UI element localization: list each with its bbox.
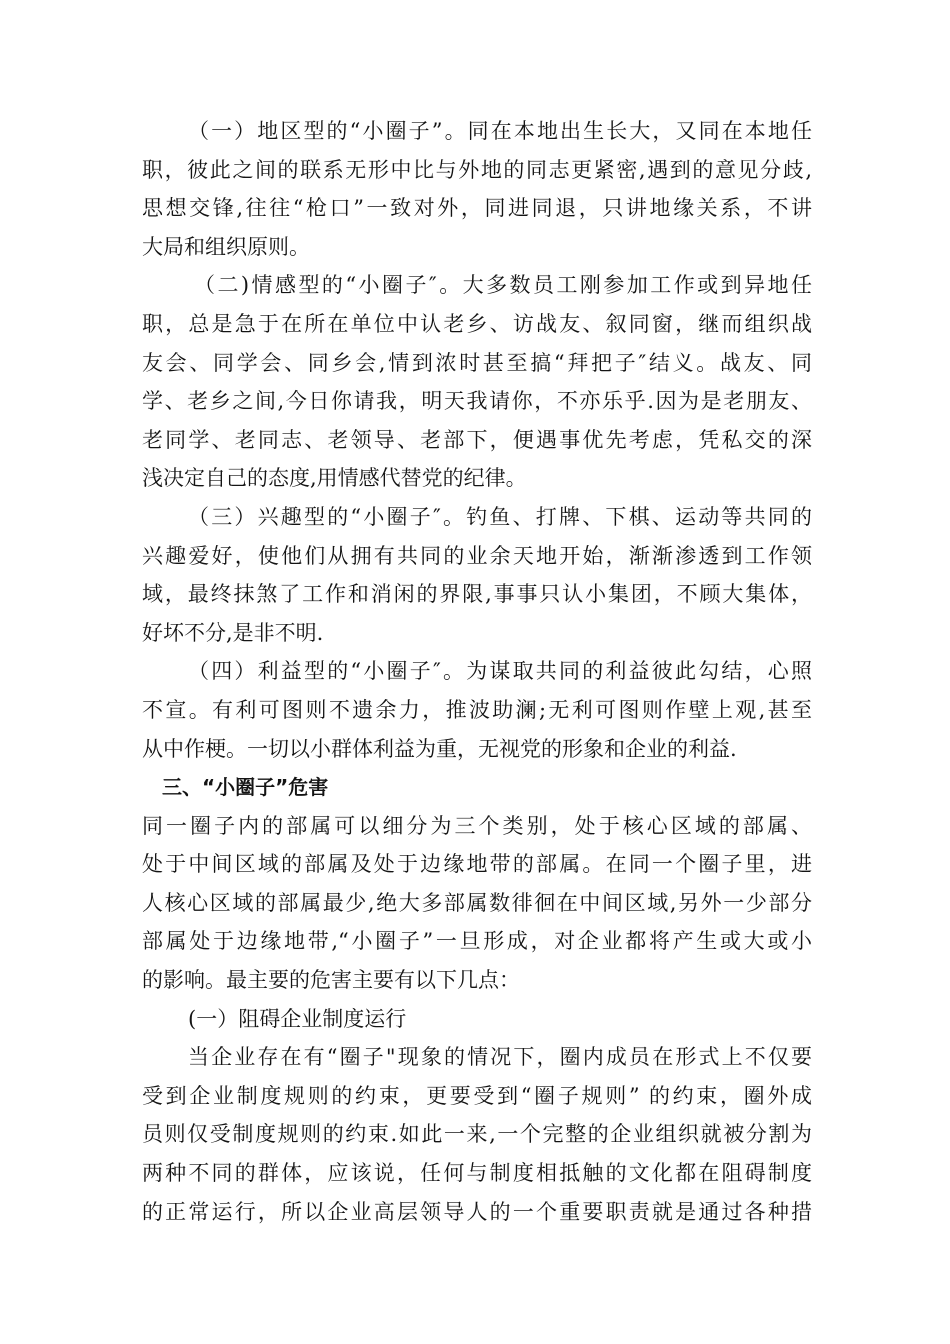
text-line: （三）兴趣型的“小圈子″。钓鱼、打牌、下棋、运动等共同的 bbox=[188, 504, 812, 529]
paragraph-benefit-circle bbox=[142, 652, 812, 768]
text-line: 当企业存在有“圈子"现象的情况下，圈内成员在形式上不仅要 bbox=[188, 1045, 812, 1070]
subsection-heading: (一）阻碍企业制度运行 bbox=[188, 1006, 407, 1031]
text-line: （一）地区型的“小圈子”。同在本地出生长大，又同在本地任 bbox=[188, 119, 812, 143]
paragraph-regional-circle bbox=[142, 112, 812, 266]
text-line: 兴趣爱好，使他们从拥有共同的业余天地开始，渐渐渗透到工作领 bbox=[142, 543, 812, 568]
text-line: 两种不同的群体，应该说，任何与制度相抵触的文化都在阻碍制度 bbox=[142, 1161, 812, 1186]
document-body bbox=[142, 112, 812, 1231]
paragraph-emotional-circle bbox=[142, 266, 812, 498]
text-line: （二)情感型的“小圈子″。大多数员工刚参加工作或到异地任 bbox=[194, 273, 812, 298]
text-line: 职，彼此之间的联系无形中比与外地的同志更紧密,遇到的意见分歧, bbox=[142, 157, 812, 182]
text-line: 思想交锋,往往“枪口”一致对外，同进同退，只讲地缘关系，不讲 bbox=[142, 196, 812, 221]
text-line: 职，总是急于在所在单位中认老乡、访战友、叙同窗，继而组织战 bbox=[142, 311, 812, 336]
text-line: 处于中间区域的部属及处于边缘地带的部属。在同一个圈子里，进 bbox=[142, 852, 812, 877]
text-line: 部属处于边缘地带,“小圈子”一旦形成，对企业都将产生或大或小 bbox=[142, 929, 812, 954]
text-line: 好坏不分,是非不明. bbox=[142, 620, 324, 645]
section-heading: 三、“小圈子”危害 bbox=[162, 775, 329, 800]
text-line: 不宣。有利可图则不遗余力，推波助澜;无利可图则作壁上观,甚至 bbox=[142, 697, 812, 722]
text-line: 人核心区域的部属最少,绝大多部属数徘徊在中间区域,另外一少部分 bbox=[142, 890, 812, 915]
text-line: 受到企业制度规则的约束，更要受到“圈子规则” 的约束，圈外成 bbox=[142, 1083, 812, 1108]
text-line: 大局和组织原则。 bbox=[142, 234, 310, 259]
text-line: 的正常运行，所以企业高层领导人的一个重要职责就是通过各种措 bbox=[142, 1199, 812, 1224]
paragraph-interest-circle bbox=[142, 498, 812, 652]
text-line: 友会、同学会、同乡会,情到浓时甚至搞“拜把子″结义。战友、同 bbox=[142, 350, 812, 375]
text-line: （四）利益型的“小圈子″。为谋取共同的利益彼此勾结，心照 bbox=[188, 659, 812, 684]
paragraph-harm-intro bbox=[142, 807, 812, 1000]
text-line: 学、老乡之间,今日你请我，明天我请你，不亦乐乎.因为是老朋友、 bbox=[142, 389, 812, 414]
text-line: 同一圈子内的部属可以细分为三个类别，处于核心区域的部属、 bbox=[142, 813, 812, 838]
text-line: 的影响。最主要的危害主要有以下几点： bbox=[142, 968, 520, 993]
text-line: 老同学、老同志、老领导、老部下，便遇事优先考虑，凭私交的深 bbox=[142, 427, 812, 452]
text-line: 域，最终抹煞了工作和消闲的界限,事事只认小集团，不顾大集体， bbox=[142, 582, 812, 607]
text-line: 从中作梗。一切以小群体利益为重，无视党的形象和企业的利益. bbox=[142, 736, 737, 761]
text-line: 浅决定自己的态度,用情感代替党的纪律。 bbox=[142, 466, 527, 491]
text-line: 员则仅受制度规则的约束.如此一来,一个完整的企业组织就被分割为 bbox=[142, 1122, 812, 1147]
paragraph-system-obstruction bbox=[142, 1038, 812, 1231]
